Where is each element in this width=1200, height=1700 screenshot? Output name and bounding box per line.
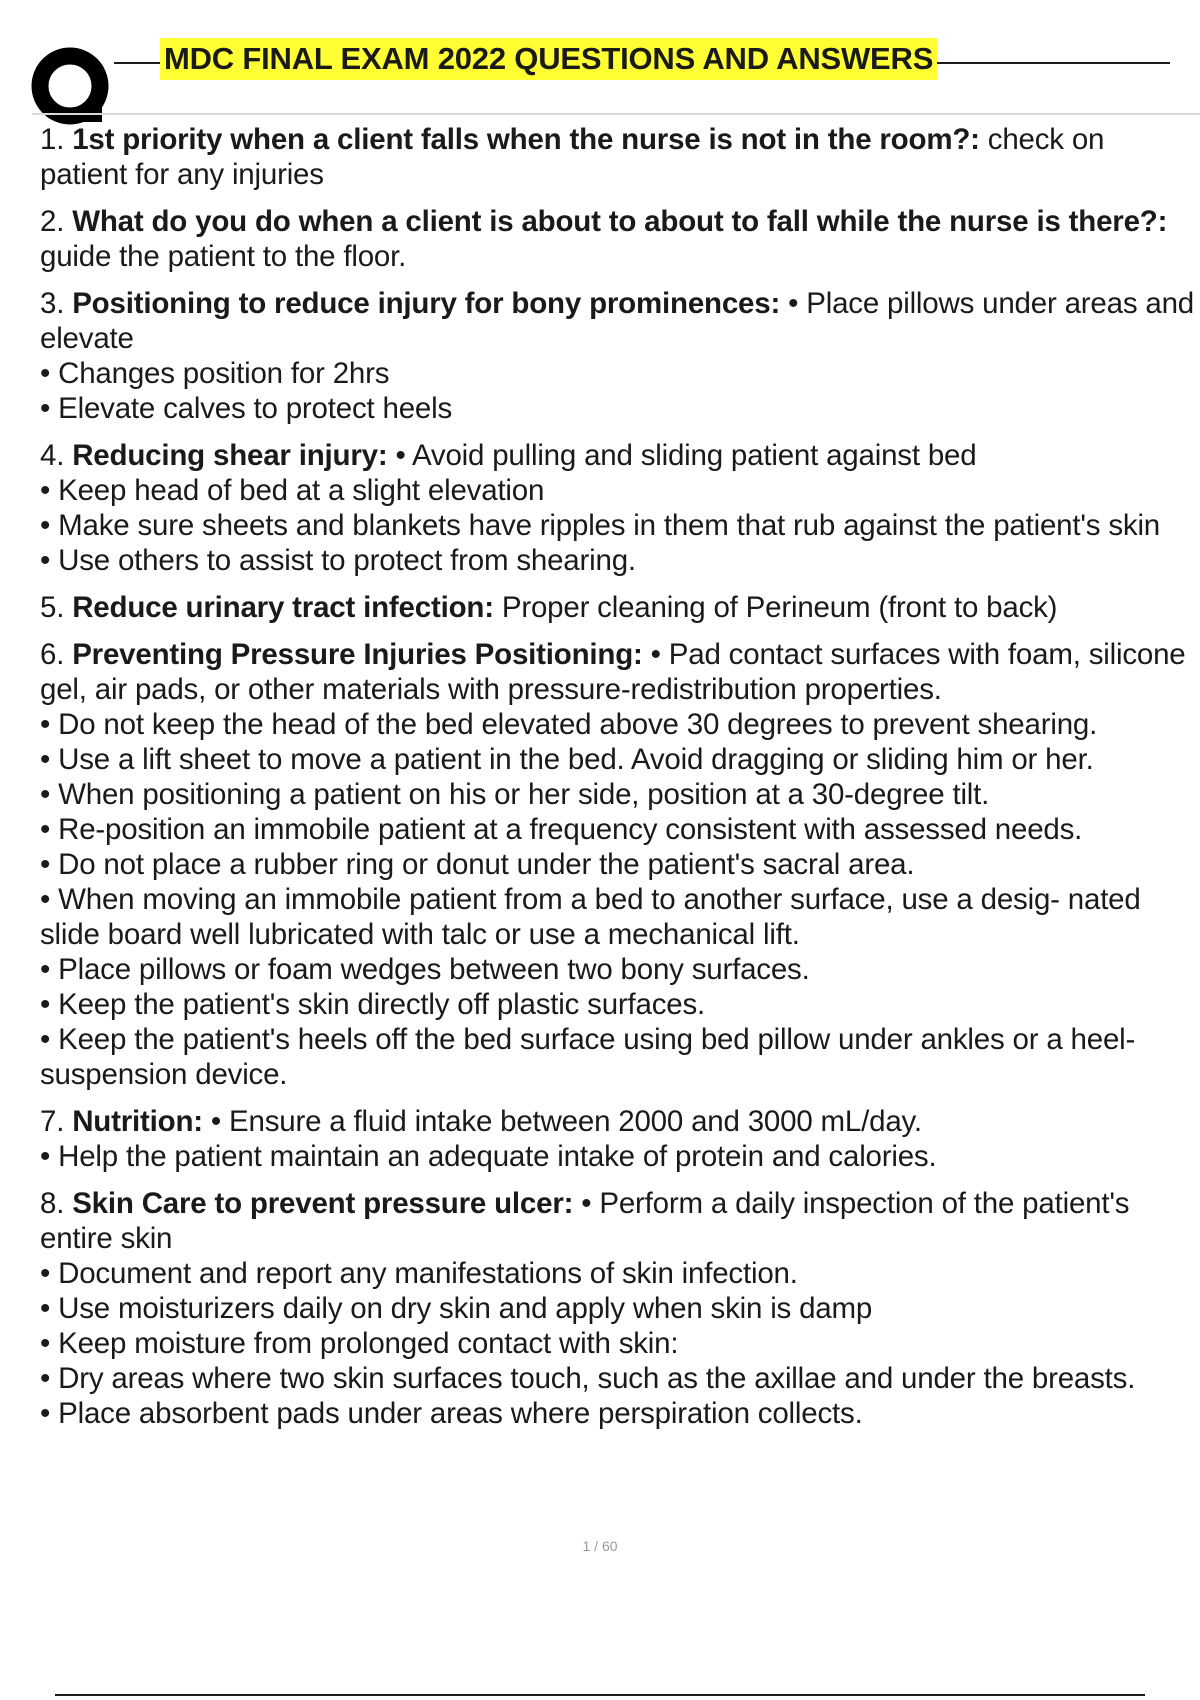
answer-text: guide the patient to the floor.	[40, 240, 407, 273]
question-number: 7.	[40, 1105, 65, 1138]
question-number: 8.	[40, 1187, 65, 1220]
question-number: 6.	[40, 638, 65, 671]
answer-bullet: • Changes position for 2hrs	[40, 357, 390, 390]
question-item	[40, 1104, 1195, 1174]
answer-bullet: • Dry areas where two skin surfaces touch, such as the axillae and under the breasts.	[40, 1362, 1136, 1395]
answer-bullet: • Place absorbent pads under areas where perspiration collects.	[40, 1397, 863, 1430]
question-text: 1st priority when a client falls when the nurse is not in the room?:	[72, 123, 980, 156]
answer-bullet: • Make sure sheets and blankets have ripples in them that rub against the patient's skin	[40, 509, 1161, 542]
question-text: What do you do when a client is about to about to fall while the nurse is there?:	[72, 205, 1168, 238]
answer-text: • Perform a daily inspection of the patient's entire skin	[40, 1187, 1130, 1255]
answer-bullet: • When moving an immobile patient from a bed to another surface, use a desig- nated slide board well lubricated with talc or use a mechanical lift.	[40, 883, 1141, 951]
footer-divider	[55, 1694, 1145, 1696]
answer-bullet: • Re-position an immobile patient at a frequency consistent with assessed needs.	[40, 813, 1083, 846]
question-text: Skin Care to prevent pressure ulcer:	[72, 1187, 574, 1220]
answer-text: • Ensure a fluid intake between 2000 and 3000 mL/day.	[210, 1105, 922, 1138]
question-item	[40, 1186, 1195, 1431]
question-item	[40, 438, 1195, 578]
question-text: Preventing Pressure Injuries Positioning:	[72, 638, 643, 671]
answer-bullet: • Help the patient maintain an adequate intake of protein and calories.	[40, 1140, 937, 1173]
title-wrap	[114, 34, 1170, 86]
question-number: 4.	[40, 439, 65, 472]
answer-bullet: • Keep the patient's heels off the bed surface using bed pillow under ankles or a heel-suspension device.	[40, 1023, 1136, 1091]
question-item	[40, 637, 1195, 1092]
question-text: Nutrition:	[72, 1105, 203, 1138]
header-divider	[32, 113, 1200, 115]
question-item	[40, 286, 1195, 426]
answer-bullet: • Use moisturizers daily on dry skin and apply when skin is damp	[40, 1292, 873, 1325]
document-title: MDC FINAL EXAM 2022 QUESTIONS AND ANSWERS	[160, 38, 937, 80]
question-item	[40, 122, 1195, 192]
question-text: Positioning to reduce injury for bony prominences:	[72, 287, 781, 320]
question-text: Reduce urinary tract infection:	[72, 591, 494, 624]
answer-text: • Place pillows under areas and elevate	[40, 287, 1195, 355]
answer-text: check on patient for any injuries	[40, 123, 1105, 191]
question-item	[40, 204, 1195, 274]
answer-text: Proper cleaning of Perineum (front to back)	[501, 591, 1058, 624]
question-number: 2.	[40, 205, 65, 238]
answer-bullet: • Keep head of bed at a slight elevation	[40, 474, 545, 507]
answer-bullet: • Elevate calves to protect heels	[40, 392, 453, 425]
question-number: 5.	[40, 591, 65, 624]
page-number: 1 / 60	[582, 1538, 618, 1554]
question-number: 1.	[40, 123, 65, 156]
answer-bullet: • Use a lift sheet to move a patient in the bed. Avoid dragging or sliding him or her.	[40, 743, 1094, 776]
answer-bullet: • Keep the patient's skin directly off plastic surfaces.	[40, 988, 706, 1021]
questions-list	[40, 122, 1195, 1443]
answer-bullet: • Place pillows or foam wedges between two bony surfaces.	[40, 953, 810, 986]
answer-bullet: • Keep moisture from prolonged contact with skin:	[40, 1327, 679, 1360]
answer-text: • Pad contact surfaces with foam, silicone gel, air pads, or other materials with pressure-redistribution properties.	[40, 638, 1186, 706]
answer-bullet: • Document and report any manifestations of skin infection.	[40, 1257, 798, 1290]
question-number: 3.	[40, 287, 65, 320]
answer-text: • Avoid pulling and sliding patient against bed	[395, 439, 977, 472]
answer-bullet: • Do not keep the head of the bed elevated above 30 degrees to prevent shearing.	[40, 708, 1098, 741]
answer-bullet: • Use others to assist to protect from shearing.	[40, 544, 636, 577]
answer-bullet: • Do not place a rubber ring or donut under the patient's sacral area.	[40, 848, 915, 881]
question-text: Reducing shear injury:	[72, 439, 388, 472]
answer-bullet: • When positioning a patient on his or her side, position at a 30-degree tilt.	[40, 778, 990, 811]
question-item	[40, 590, 1195, 625]
document-header	[30, 28, 1200, 118]
